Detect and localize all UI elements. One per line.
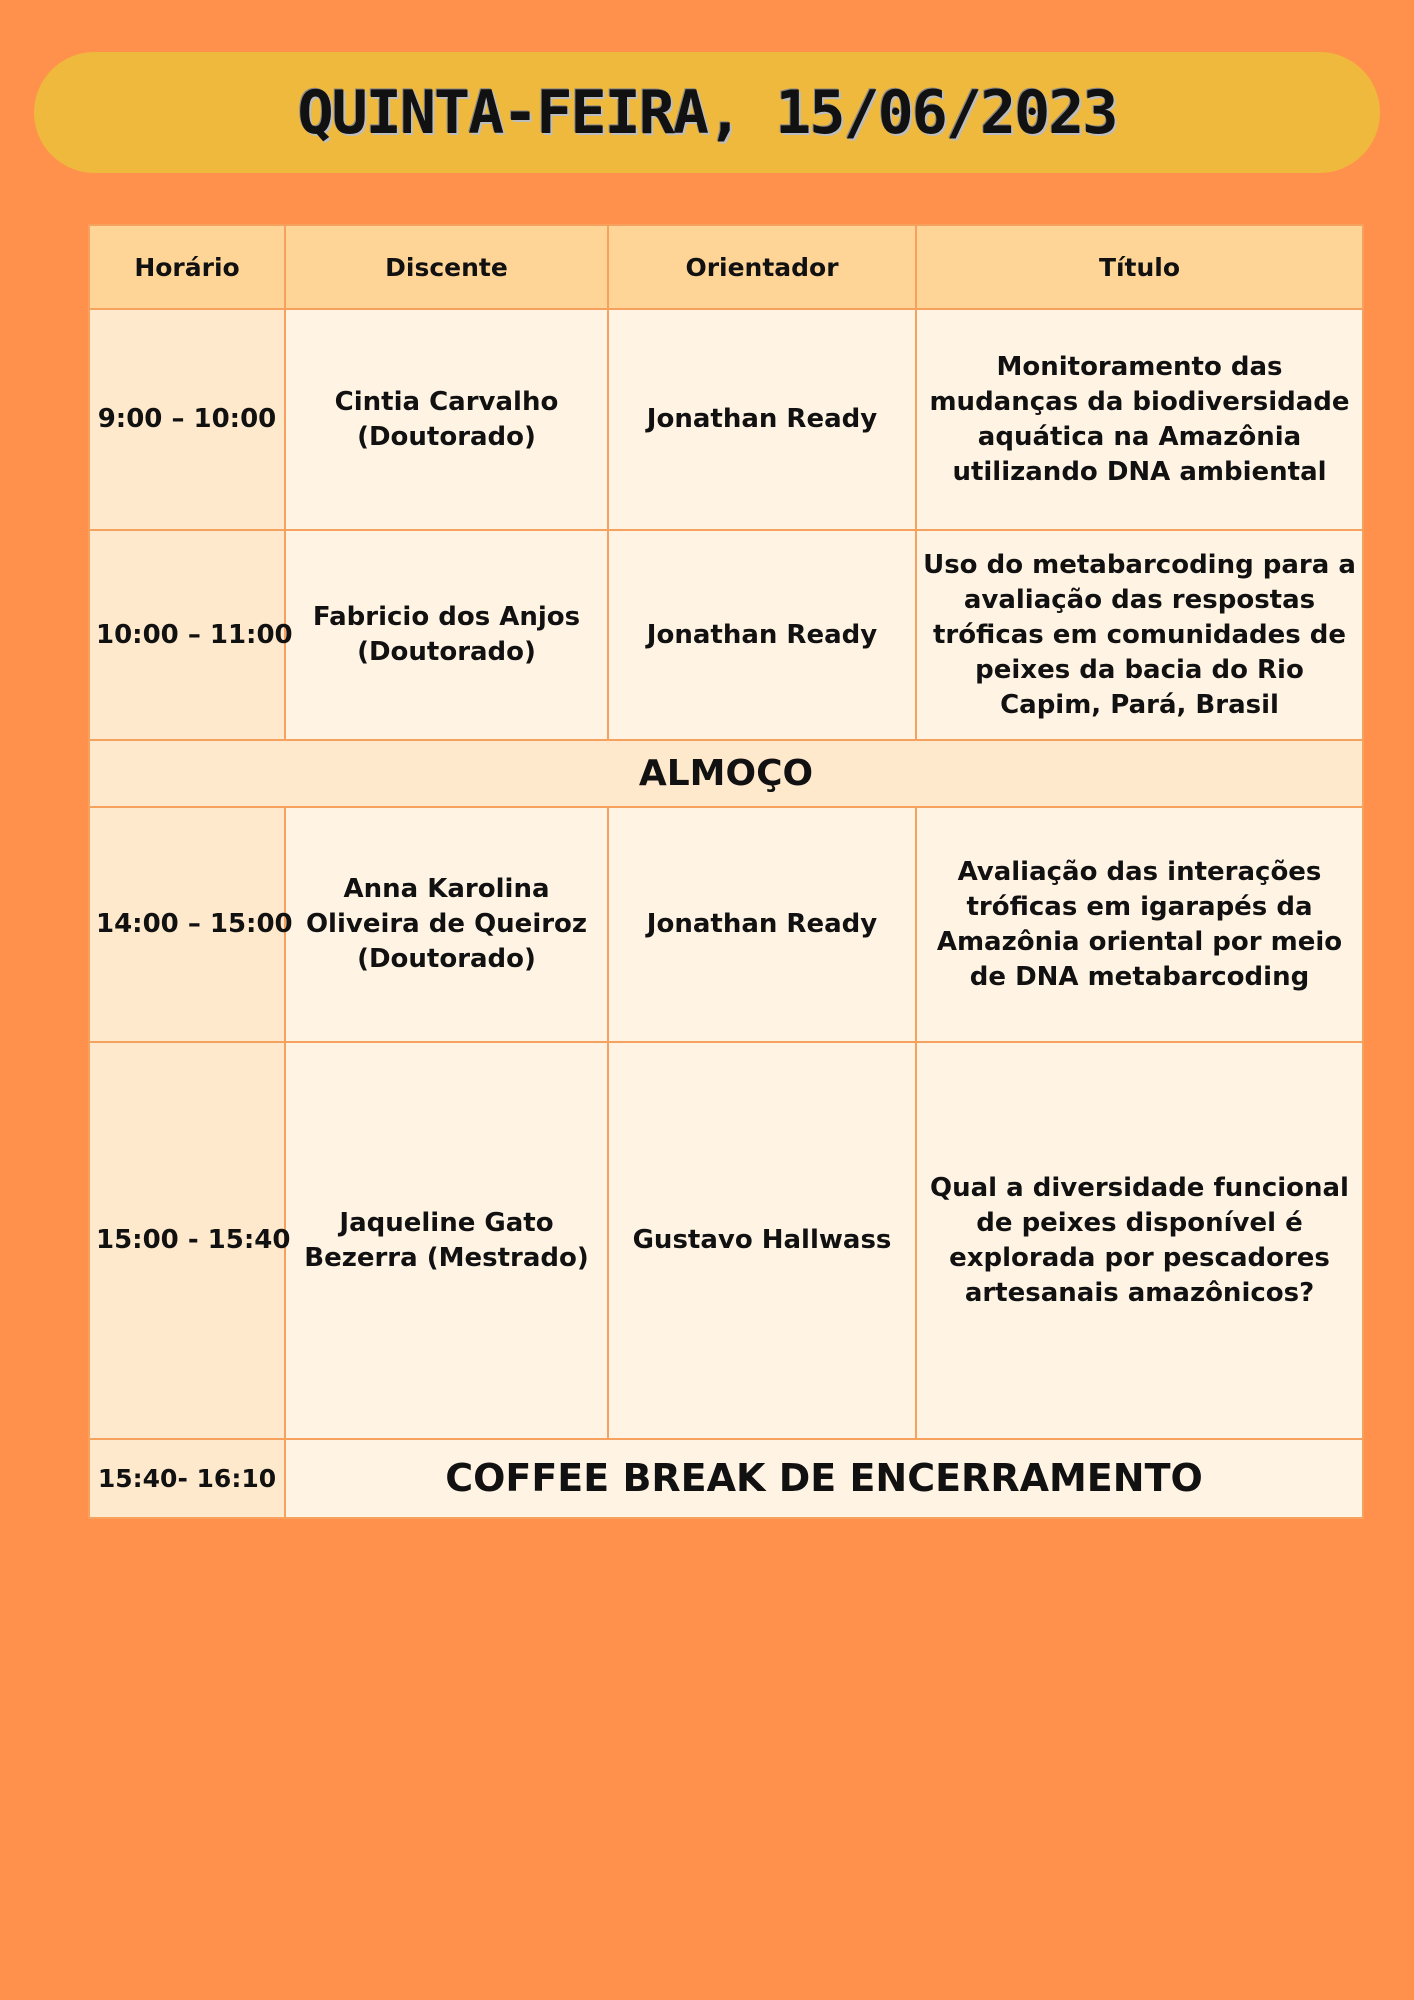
title-cell: Qual a diversidade funcional de peixes disponível é explorada por pescadores artesanais amazônicos?	[916, 1042, 1363, 1439]
student-cell: Cintia Carvalho (Doutorado)	[285, 309, 608, 530]
advisor-cell: Jonathan Ready	[608, 807, 916, 1042]
advisor-cell: Jonathan Ready	[608, 530, 916, 740]
title-cell: Avaliação das interações tróficas em igarapés da Amazônia oriental por meio de DNA metabarcoding	[916, 807, 1363, 1042]
table-row	[89, 530, 1363, 740]
page-title: QUINTA-FEIRA, 15/06/2023	[297, 77, 1117, 148]
time-cell: 15:00 - 15:40	[89, 1042, 285, 1439]
table-header-row	[89, 225, 1363, 309]
closing-row	[89, 1439, 1363, 1518]
student-cell: Anna Karolina Oliveira de Queiroz (Doutorado)	[285, 807, 608, 1042]
column-header-title: Título	[916, 225, 1363, 309]
schedule-table	[88, 224, 1364, 1519]
title-cell: Uso do metabarcoding para a avaliação das respostas tróficas em comunidades de peixes da bacia do Rio Capim, Pará, Brasil	[916, 530, 1363, 740]
date-banner	[34, 52, 1380, 173]
table-row	[89, 807, 1363, 1042]
table-row	[89, 309, 1363, 530]
time-cell: 14:00 – 15:00	[89, 807, 285, 1042]
closing-time-cell: 15:40- 16:10	[89, 1439, 285, 1518]
column-header-student: Discente	[285, 225, 608, 309]
student-cell: Jaqueline Gato Bezerra (Mestrado)	[285, 1042, 608, 1439]
lunch-label: ALMOÇO	[89, 740, 1363, 807]
table-row	[89, 1042, 1363, 1439]
column-header-time: Horário	[89, 225, 285, 309]
lunch-row	[89, 740, 1363, 807]
closing-event-label: COFFEE BREAK DE ENCERRAMENTO	[285, 1439, 1363, 1518]
student-cell: Fabricio dos Anjos (Doutorado)	[285, 530, 608, 740]
column-header-advisor: Orientador	[608, 225, 916, 309]
advisor-cell: Jonathan Ready	[608, 309, 916, 530]
advisor-cell: Gustavo Hallwass	[608, 1042, 916, 1439]
time-cell: 9:00 – 10:00	[89, 309, 285, 530]
time-cell: 10:00 – 11:00	[89, 530, 285, 740]
title-cell: Monitoramento das mudanças da biodiversidade aquática na Amazônia utilizando DNA ambiental	[916, 309, 1363, 530]
